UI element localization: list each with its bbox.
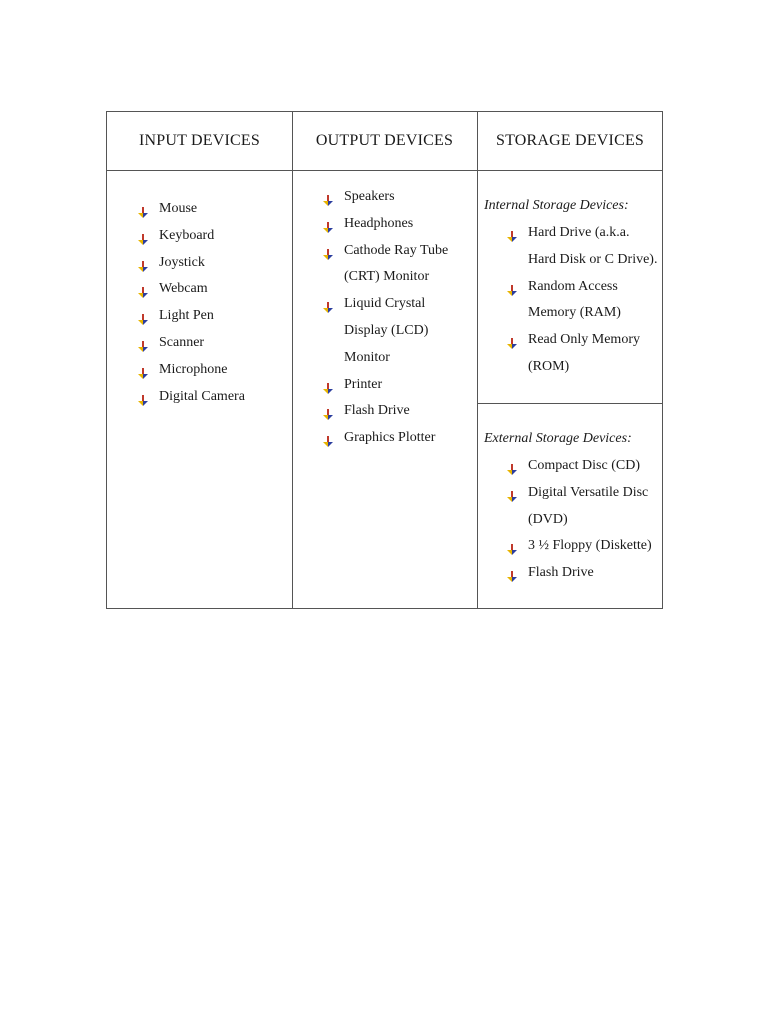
list-item (137, 303, 287, 330)
list-item (506, 327, 658, 381)
arrow-down-bullet-icon (322, 432, 334, 444)
list-item (322, 425, 472, 452)
arrow-down-bullet-icon (506, 460, 518, 472)
list-item (322, 372, 472, 399)
list-item (506, 274, 658, 328)
arrow-down-bullet-icon (322, 191, 334, 203)
external-storage-title: External Storage Devices: (484, 431, 632, 446)
input-devices-header: INPUT DEVICES (139, 132, 260, 149)
list-item (137, 276, 287, 303)
list-item-label: Speakers (344, 189, 395, 204)
list-item (506, 220, 658, 274)
arrow-down-bullet-icon (137, 364, 149, 376)
list-item-label: Light Pen (159, 308, 214, 324)
list-item-label: Cathode Ray Tube (CRT) Monitor (344, 242, 449, 285)
arrow-down-bullet-icon (506, 334, 518, 346)
storage-divider (477, 403, 662, 404)
list-item (506, 480, 658, 534)
arrow-down-bullet-icon (137, 203, 149, 215)
arrow-down-bullet-icon (322, 218, 334, 230)
arrow-down-bullet-icon (506, 567, 518, 579)
list-item-label: Microphone (159, 361, 228, 377)
list-item-label: Webcam (159, 281, 208, 297)
list-item (137, 384, 287, 411)
list-item (506, 533, 658, 560)
list-item (506, 453, 658, 480)
arrow-down-bullet-icon (137, 230, 149, 242)
list-item (137, 196, 287, 223)
list-item-label: Scanner (159, 334, 205, 350)
arrow-down-bullet-icon (322, 379, 334, 391)
list-item-label: 3 ½ Floppy (Diskette) (528, 538, 652, 554)
list-item-label: Read Only Memory (ROM) (528, 332, 640, 374)
header-divider (107, 170, 662, 171)
arrow-down-bullet-icon (506, 540, 518, 552)
list-item (137, 357, 287, 384)
list-item-label: Headphones (344, 215, 414, 231)
internal-storage-list (506, 220, 658, 381)
arrow-down-bullet-icon (137, 310, 149, 322)
list-item-label: Flash Drive (528, 565, 594, 581)
output-devices-list (322, 184, 472, 452)
input-devices-list (137, 196, 287, 410)
list-item (137, 330, 287, 357)
list-item-label: Mouse (159, 201, 198, 216)
list-item-label: Flash Drive (344, 403, 410, 419)
device-table (106, 111, 663, 609)
internal-storage-title: Internal Storage Devices: (484, 198, 629, 213)
list-item-label: Random Access Memory (RAM) (528, 278, 621, 321)
list-item-label: Digital Versatile Disc (DVD) (528, 484, 649, 527)
storage-devices-header: STORAGE DEVICES (495, 132, 645, 149)
list-item-label: Keyboard (159, 227, 215, 243)
list-item (322, 238, 472, 292)
arrow-down-bullet-icon (137, 391, 149, 403)
list-item-label: Digital Camera (159, 388, 245, 404)
list-item (506, 560, 658, 587)
output-devices-header: OUTPUT DEVICES (315, 132, 454, 149)
arrow-down-bullet-icon (137, 337, 149, 349)
list-item (322, 211, 472, 238)
column-divider (477, 112, 478, 608)
list-item (322, 398, 472, 425)
arrow-down-bullet-icon (137, 283, 149, 295)
column-divider (292, 112, 293, 608)
arrow-down-bullet-icon (506, 281, 518, 293)
arrow-down-bullet-icon (506, 487, 518, 499)
arrow-down-bullet-icon (137, 257, 149, 269)
list-item-label: Graphics Plotter (344, 430, 436, 446)
external-storage-list (506, 453, 658, 587)
list-item (322, 291, 472, 371)
arrow-down-bullet-icon (322, 298, 334, 310)
arrow-down-bullet-icon (322, 245, 334, 257)
arrow-down-bullet-icon (506, 227, 518, 239)
list-item-label: Compact Disc (CD) (528, 458, 640, 473)
list-item-label: Printer (344, 376, 383, 392)
list-item (322, 184, 472, 211)
list-item (137, 250, 287, 277)
arrow-down-bullet-icon (322, 405, 334, 417)
list-item (137, 223, 287, 250)
list-item-label: Hard Drive (a.k.a. Hard Disk or C Drive). (528, 225, 658, 267)
list-item-label: Liquid Crystal Display (LCD) Monitor (344, 296, 429, 365)
list-item-label: Joystick (159, 254, 205, 270)
